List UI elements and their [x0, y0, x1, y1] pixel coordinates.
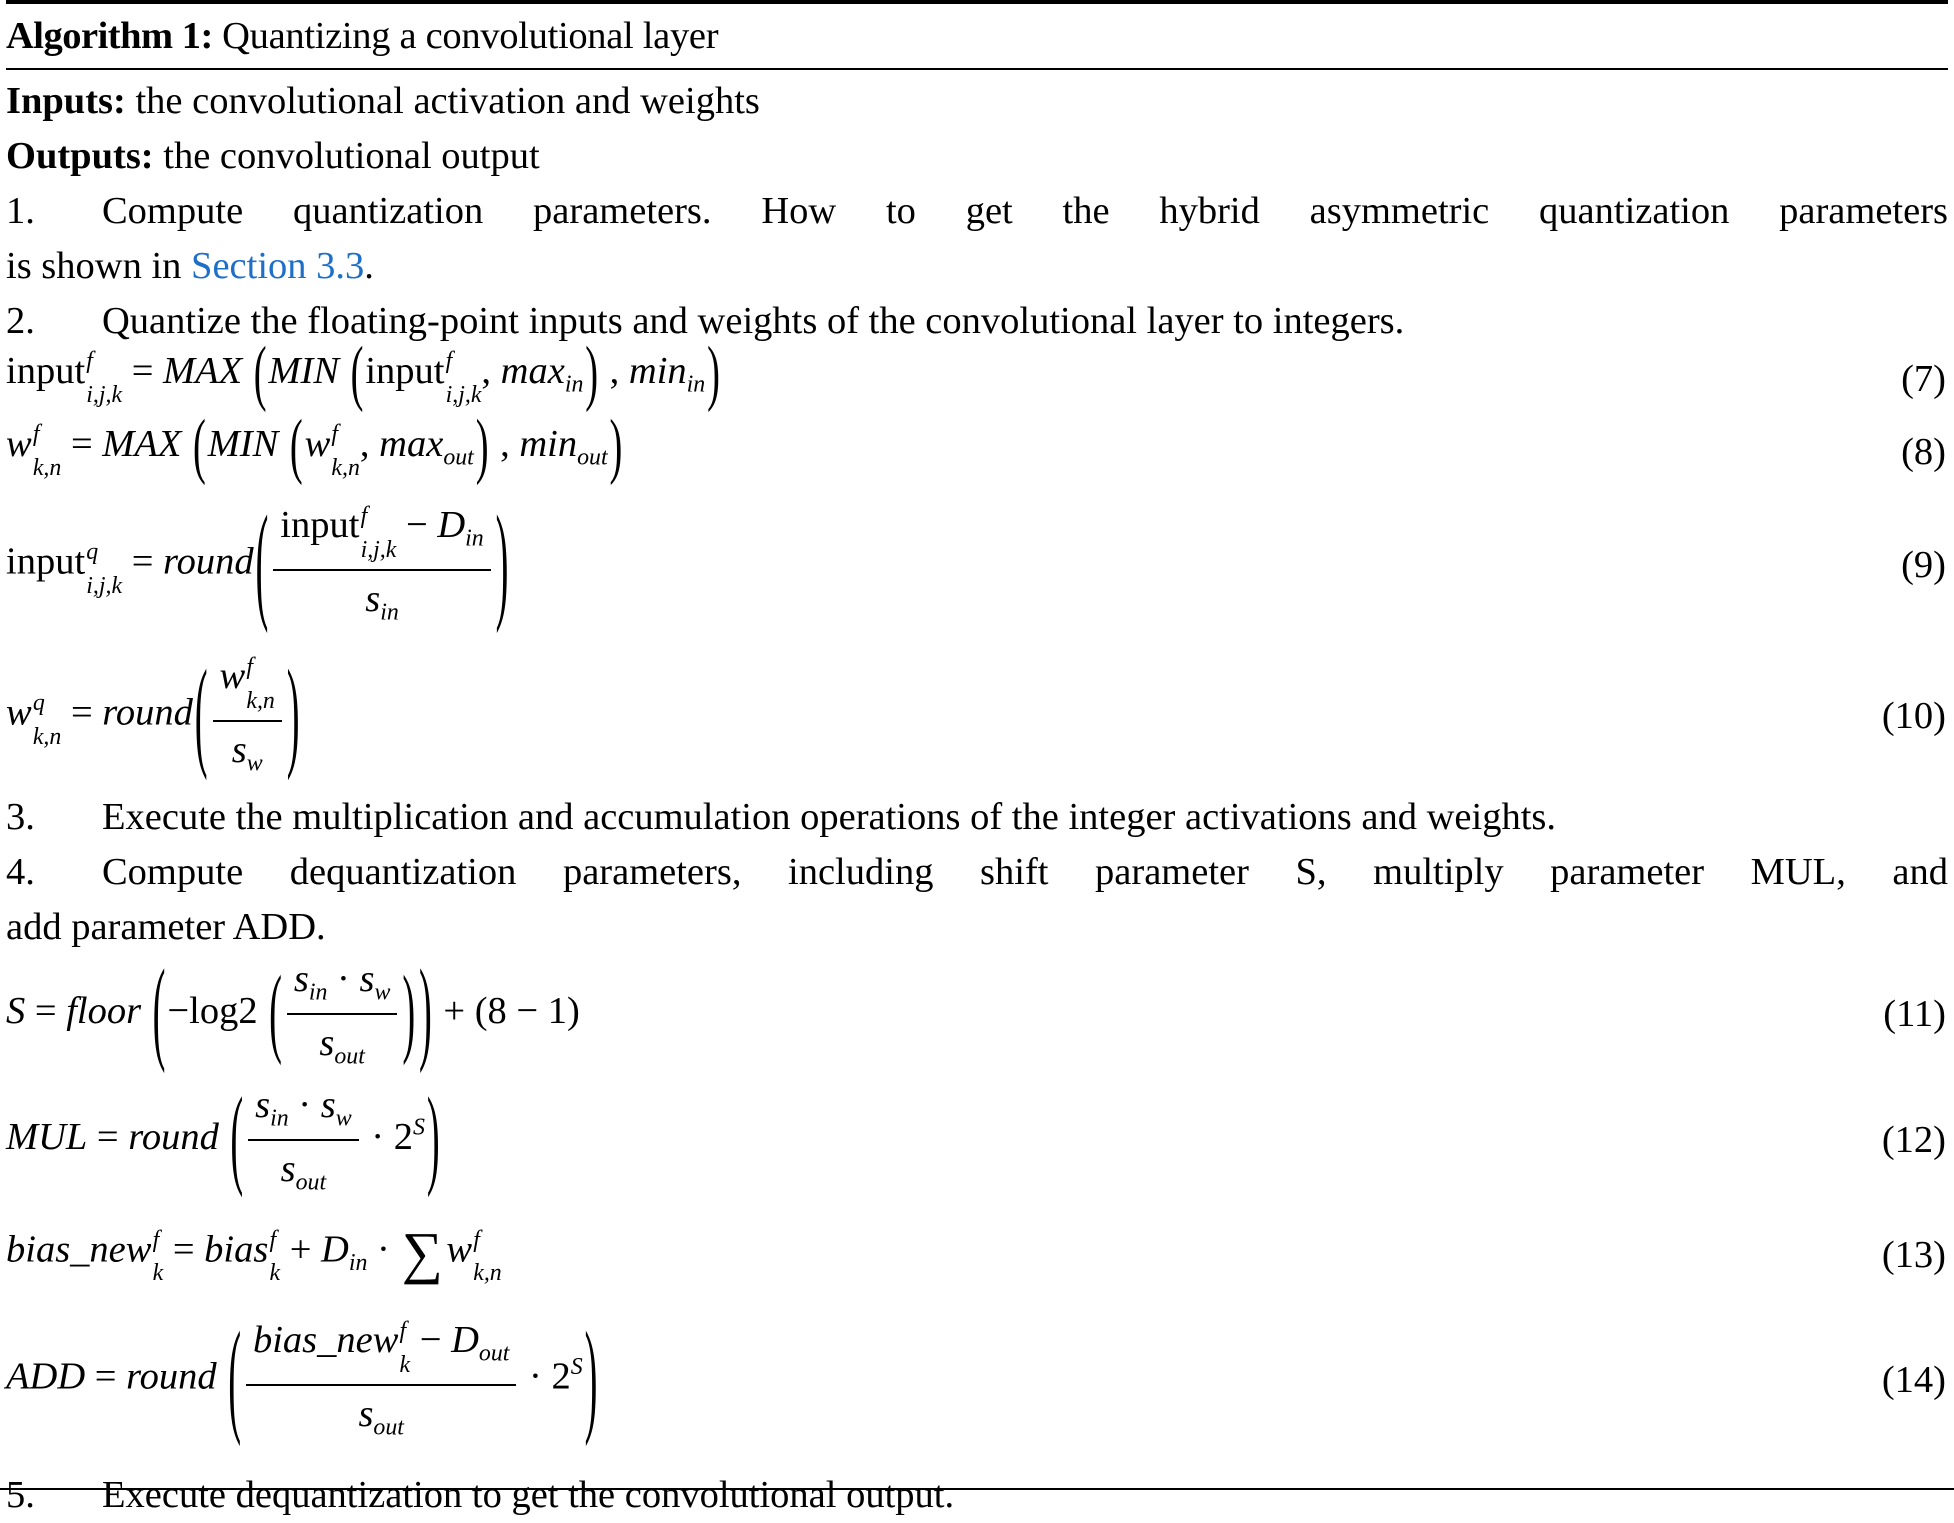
math-text: bias	[204, 1228, 269, 1271]
step-text-part: the convolutional activation and weights	[125, 80, 760, 122]
equation-content	[6, 1309, 599, 1449]
math-subscript: in	[308, 979, 328, 1006]
math-text: ,	[359, 423, 380, 466]
math-subscript	[360, 536, 397, 563]
step-1-line-2	[6, 239, 1948, 294]
math-text: ·	[367, 1228, 400, 1271]
stretched-paren: )	[402, 958, 416, 1068]
stretched-paren: (	[289, 406, 303, 487]
math-subscript: out	[478, 1340, 510, 1367]
math-subscript: out	[577, 444, 608, 471]
step-number: 3.	[6, 795, 35, 838]
eq-12	[6, 1077, 1948, 1200]
fraction-numerator	[213, 654, 282, 719]
math-text: i,j,k	[445, 382, 482, 409]
equation-number: (9)	[1901, 543, 1946, 586]
math-text: f	[86, 348, 93, 375]
math-text: w	[304, 423, 331, 466]
math-text: k,n	[32, 455, 62, 482]
math-text: s	[319, 1021, 335, 1064]
math-subscript	[446, 384, 482, 408]
math-superscript	[33, 692, 62, 716]
math-superscript	[331, 423, 360, 447]
math-supsub-stack	[331, 423, 360, 481]
math-text: f	[269, 1226, 277, 1253]
stretched-paren: )	[419, 949, 432, 1076]
math-text: s	[359, 957, 375, 1000]
step-number: 4.	[6, 850, 35, 893]
math-text: =	[87, 1115, 129, 1158]
math-fraction	[246, 1318, 516, 1441]
math-text: f	[360, 502, 368, 529]
math-fraction	[213, 654, 282, 777]
math-text: min	[628, 350, 687, 392]
equation-content	[6, 648, 302, 783]
step-text-part: Outputs:	[6, 135, 154, 177]
math-superscript	[86, 541, 122, 565]
step-text-part: Inputs:	[6, 80, 126, 122]
stretched-paren: (	[228, 1309, 242, 1449]
math-subscript: out	[334, 1043, 365, 1070]
math-text: w	[446, 1228, 473, 1271]
stretched-paren: )	[286, 648, 300, 783]
math-subscript: out	[295, 1169, 327, 1196]
math-text: +	[280, 1228, 322, 1271]
math-superscript	[86, 350, 122, 374]
summation-icon: ∑	[401, 1221, 443, 1285]
math-text: + (8 − 1)	[433, 989, 580, 1032]
math-supsub-stack	[33, 423, 62, 481]
eq-14	[6, 1309, 1948, 1449]
math-text: k,n	[331, 455, 360, 482]
math-subscript	[86, 572, 123, 599]
math-text: ·	[327, 957, 360, 1000]
math-text: =	[122, 350, 164, 392]
equation-number: (13)	[1881, 1234, 1946, 1277]
step-4-line-1	[6, 845, 1948, 900]
math-text: w	[219, 655, 246, 698]
math-text: MIN	[268, 350, 349, 392]
math-text: MIN	[207, 423, 288, 466]
math-supsub-stack	[399, 1317, 411, 1378]
math-text: ADD	[6, 1355, 86, 1398]
fraction-numerator	[246, 1318, 516, 1383]
math-text: q	[86, 539, 99, 566]
equation-number: (14)	[1881, 1358, 1946, 1401]
equation-number: (11)	[1883, 992, 1946, 1035]
fraction-denominator	[287, 1013, 397, 1071]
math-text: w	[6, 691, 32, 734]
math-text: MAX	[102, 423, 192, 466]
eq-10	[6, 648, 1948, 783]
math-text: ,	[600, 350, 629, 392]
algorithm-title	[6, 4, 1948, 68]
algorithm-title-text: Quantizing a convolutional layer	[212, 15, 719, 57]
step-text-part: .	[364, 245, 374, 287]
stretched-paren: (	[255, 492, 269, 636]
math-subscript	[399, 1351, 411, 1378]
step-text-part: the convolutional output	[153, 135, 540, 177]
stretched-paren: )	[585, 333, 599, 414]
step-text-part: Compute quantization parameters. How to get the hybrid asymmetric quantization parameters	[102, 190, 1948, 232]
math-supsub-stack	[86, 350, 122, 408]
math-text: input	[6, 540, 86, 583]
math-superscript	[399, 1317, 411, 1344]
step-text-part: Quantize the floating-point inputs and weights of the convolutional layer to integers.	[102, 300, 1405, 342]
math-subscript	[246, 687, 275, 714]
math-superscript: S	[412, 1114, 425, 1141]
equation-content	[6, 492, 510, 636]
math-subscript	[33, 457, 62, 481]
math-text: D	[437, 504, 466, 547]
eq-13	[6, 1221, 1948, 1287]
math-text: f	[399, 1317, 407, 1344]
math-text: round	[128, 1115, 229, 1158]
math-text: i,j,k	[86, 382, 123, 409]
eq-9	[6, 492, 1948, 636]
math-text: =	[61, 691, 103, 734]
bottom-rule	[0, 1488, 1954, 1490]
math-text: max	[500, 350, 565, 392]
math-text: ,	[490, 423, 520, 466]
step-text-part: Compute dequantization parameters, including shift parameter S, multiply parameter MUL, and	[102, 850, 1948, 893]
math-text: =	[25, 989, 67, 1032]
math-subscript: in	[465, 525, 484, 552]
stretched-paren: )	[426, 1077, 440, 1200]
stretched-paren: (	[269, 958, 282, 1068]
fraction-denominator	[246, 1384, 516, 1442]
math-superscript	[33, 423, 62, 447]
math-subscript	[473, 1262, 502, 1286]
math-superscript	[446, 350, 482, 374]
math-fraction	[248, 1083, 358, 1197]
stretched-paren: )	[495, 492, 509, 636]
equation-number: (7)	[1901, 357, 1946, 400]
math-subscript: w	[374, 979, 391, 1006]
fraction-numerator	[248, 1083, 358, 1139]
step-text-part: Execute the multiplication and accumulation operations of the integer activations and weights.	[102, 795, 1556, 838]
equation-number: (10)	[1881, 695, 1946, 738]
math-text: −log2	[167, 989, 268, 1032]
step-number: 1.	[6, 190, 35, 232]
math-text: S	[6, 989, 26, 1032]
math-supsub-stack	[446, 350, 482, 408]
inputs-line	[6, 74, 1948, 129]
equation-number: (12)	[1881, 1118, 1946, 1161]
math-text: s	[320, 1083, 336, 1126]
math-subscript	[269, 1262, 280, 1286]
stretched-paren: )	[475, 406, 489, 487]
math-fraction	[287, 957, 397, 1071]
equation-content	[6, 1221, 502, 1287]
math-text: s	[231, 728, 247, 771]
stretched-paren: )	[584, 1309, 598, 1449]
math-supsub-stack	[33, 692, 62, 750]
math-subscript	[153, 1262, 164, 1286]
fraction-denominator	[273, 569, 490, 627]
math-text: round	[163, 540, 254, 583]
math-subscript: w	[335, 1104, 352, 1131]
algorithm-body	[6, 74, 1948, 1523]
math-supsub-stack	[360, 502, 397, 563]
math-text: k,n	[32, 724, 62, 751]
step-4-line-2	[6, 900, 1948, 955]
step-1-line-1	[6, 184, 1948, 239]
math-subscript: in	[270, 1104, 289, 1131]
equation-number: (8)	[1901, 430, 1946, 473]
math-subscript	[33, 726, 62, 750]
math-superscript: S	[570, 1354, 583, 1381]
math-subscript: in	[686, 371, 706, 398]
math-subscript: in	[564, 371, 584, 398]
eq-8	[6, 406, 1948, 487]
step-text-part: add parameter ADD.	[6, 905, 326, 948]
math-text: −	[410, 1319, 452, 1362]
stretched-paren: (	[194, 648, 208, 783]
math-text: k	[399, 1351, 411, 1378]
math-text: k	[152, 1260, 164, 1287]
equation-content	[6, 949, 580, 1076]
step-2-line-1	[6, 294, 1948, 349]
math-text: input	[6, 350, 86, 392]
math-text: min	[519, 423, 578, 466]
math-text: round	[126, 1355, 227, 1398]
math-text: input	[280, 504, 360, 547]
math-text: k,n	[246, 687, 275, 714]
math-subscript: in	[380, 599, 399, 626]
stretched-paren: (	[192, 406, 206, 487]
eq-7	[6, 333, 1948, 414]
math-superscript	[473, 1226, 502, 1253]
stretched-paren: )	[707, 333, 720, 414]
eq-11	[6, 949, 1948, 1076]
math-subscript	[86, 384, 122, 408]
math-text: i,j,k	[360, 536, 397, 563]
math-text: ,	[481, 350, 501, 392]
equation-content	[6, 406, 624, 487]
math-text: s	[365, 577, 381, 620]
math-text: =	[122, 540, 164, 583]
math-text: s	[358, 1392, 374, 1435]
fraction-numerator	[273, 503, 490, 568]
math-text: bias_new	[6, 1228, 152, 1271]
section-link[interactable]: Section 3.3	[191, 245, 365, 287]
math-text: s	[280, 1147, 296, 1190]
math-text: f	[331, 421, 339, 448]
stretched-paren: (	[253, 333, 267, 414]
math-subscript: out	[443, 444, 474, 471]
math-subscript: in	[348, 1249, 368, 1276]
header-rule	[6, 68, 1948, 70]
stretched-paren: (	[230, 1077, 244, 1200]
math-text: bias_new	[252, 1319, 399, 1362]
algorithm-title-label: Algorithm 1:	[6, 15, 213, 57]
math-superscript	[360, 502, 397, 529]
stretched-paren: (	[152, 949, 166, 1076]
stretched-paren: )	[609, 406, 623, 487]
math-text: w	[6, 423, 32, 466]
math-text: f	[473, 1226, 480, 1253]
equation-content	[6, 333, 722, 414]
math-fraction	[273, 503, 490, 626]
math-superscript	[152, 1226, 164, 1253]
math-supsub-stack	[269, 1226, 281, 1287]
step-5-line-1	[6, 1468, 1948, 1523]
math-text: D	[321, 1228, 349, 1271]
step-3-line-1	[6, 790, 1948, 845]
math-text: f	[246, 653, 253, 680]
math-text: q	[32, 690, 45, 717]
math-superscript	[269, 1226, 280, 1253]
math-text: f	[152, 1226, 160, 1253]
outputs-line	[6, 129, 1948, 184]
fraction-numerator	[287, 957, 397, 1013]
math-text: floor	[66, 989, 151, 1032]
step-number: 5.	[6, 1473, 35, 1516]
math-subscript: w	[246, 750, 263, 777]
math-text: MUL	[6, 1115, 88, 1158]
fraction-denominator	[213, 720, 282, 778]
step-text-part: is shown in	[6, 245, 192, 287]
math-text: s	[255, 1083, 271, 1126]
math-text: s	[293, 957, 309, 1000]
math-text: MAX	[163, 350, 252, 392]
math-subscript	[331, 457, 360, 481]
math-text: max	[379, 423, 444, 466]
math-text: f	[32, 421, 40, 448]
math-text: · 2	[519, 1355, 571, 1398]
math-text: · 2	[361, 1115, 413, 1158]
math-subscript: out	[373, 1414, 404, 1441]
math-text: round	[102, 691, 193, 734]
math-text: =	[163, 1228, 205, 1271]
math-text: =	[61, 423, 103, 466]
math-text: −	[396, 504, 438, 547]
fraction-denominator	[248, 1139, 358, 1197]
math-text: input	[365, 350, 445, 392]
math-superscript	[246, 653, 275, 680]
math-text: i,j,k	[86, 572, 123, 599]
math-supsub-stack	[246, 653, 275, 714]
stretched-paren: (	[350, 333, 364, 414]
math-text: D	[451, 1319, 479, 1362]
math-text: ·	[288, 1083, 321, 1126]
math-text: =	[85, 1355, 127, 1398]
math-text: k,n	[473, 1260, 502, 1287]
equation-content	[6, 1077, 442, 1200]
math-supsub-stack	[86, 541, 122, 599]
step-text-part: Execute dequantization to get the convolutional output.	[102, 1473, 955, 1516]
step-number: 2.	[6, 300, 35, 342]
math-text: f	[445, 348, 453, 375]
math-text: k	[269, 1260, 281, 1287]
math-supsub-stack	[152, 1226, 164, 1287]
math-supsub-stack	[473, 1226, 502, 1287]
